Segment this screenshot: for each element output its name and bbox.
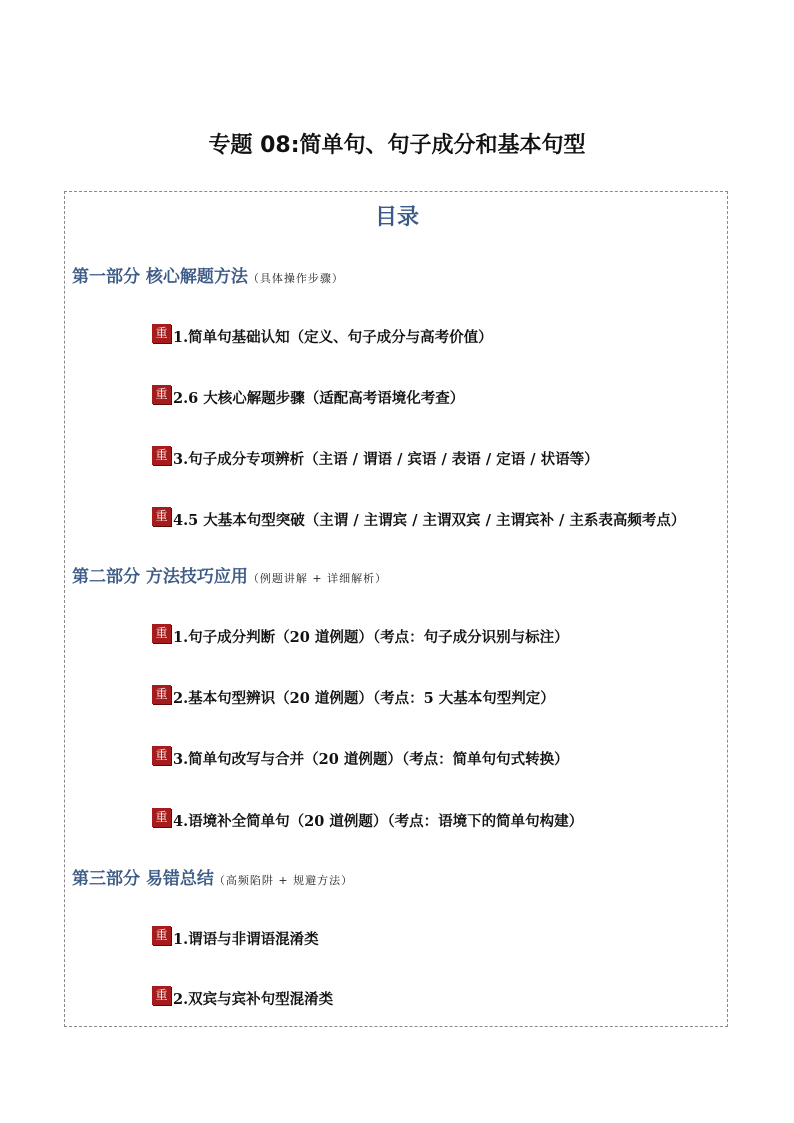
toc-item[interactable] (152, 748, 569, 769)
important-badge-icon: 重 (152, 385, 171, 404)
toc-item-label: 2.6 大核心解题步骤（适配高考语境化考查） (173, 390, 465, 407)
toc-item[interactable] (152, 810, 583, 831)
page-title: 专题 08:简单句、句子成分和基本句型 (208, 133, 586, 158)
toc-item-label: 1.简单句基础认知（定义、句子成分与高考价值） (173, 329, 493, 346)
section-heading-3[interactable] (72, 864, 353, 889)
toc-item[interactable] (152, 928, 319, 949)
toc-item-label: 4.5 大基本句型突破（主谓 / 主谓宾 / 主谓双宾 / 主谓宾补 / 主系表高频考点） (173, 512, 686, 529)
important-badge-icon: 重 (152, 808, 171, 827)
section-title: 第三部分 易错总结 (72, 869, 214, 889)
toc-item[interactable] (152, 687, 555, 708)
important-badge-icon: 重 (152, 324, 171, 343)
toc-item-label: 1.谓语与非谓语混淆类 (173, 931, 319, 948)
toc-item[interactable] (152, 387, 464, 408)
toc-item-label: 3.句子成分专项辨析（主语 / 谓语 / 宾语 / 表语 / 定语 / 状语等） (173, 451, 599, 468)
section-subtitle: （例题讲解 + 详细解析） (247, 572, 388, 585)
important-badge-icon: 重 (152, 446, 171, 465)
important-badge-icon: 重 (152, 926, 171, 945)
toc-heading: 目录 (374, 205, 419, 230)
toc-item-label: 4.语境补全简单句（20 道例题）（考点：语境下的简单句构建） (173, 813, 584, 830)
important-badge-icon: 重 (152, 624, 171, 643)
toc-item-label: 2.双宾与宾补句型混淆类 (173, 991, 334, 1008)
section-heading-2[interactable] (72, 562, 387, 587)
section-title: 第一部分 核心解题方法 (72, 267, 248, 287)
section-title: 第二部分 方法技巧应用 (72, 567, 248, 587)
toc-box (64, 191, 728, 1027)
toc-item[interactable] (152, 326, 493, 347)
important-badge-icon: 重 (152, 746, 171, 765)
toc-item-label: 3.简单句改写与合并（20 道例题）（考点：简单句句式转换） (173, 751, 569, 768)
toc-item[interactable] (152, 626, 569, 647)
section-heading-1[interactable] (72, 262, 344, 287)
section-subtitle: （高频陷阱 + 规避方法） (213, 874, 354, 887)
important-badge-icon: 重 (152, 507, 171, 526)
toc-item[interactable] (152, 448, 599, 469)
toc-item-label: 2.基本句型辨识（20 道例题）（考点：5 大基本句型判定） (173, 690, 555, 707)
toc-item-label: 1.句子成分判断（20 道例题）（考点：句子成分识别与标注） (173, 629, 569, 646)
important-badge-icon: 重 (152, 685, 171, 704)
toc-item[interactable] (152, 509, 685, 530)
section-subtitle: （具体操作步骤） (247, 272, 344, 285)
important-badge-icon: 重 (152, 986, 171, 1005)
toc-item[interactable] (152, 988, 333, 1009)
